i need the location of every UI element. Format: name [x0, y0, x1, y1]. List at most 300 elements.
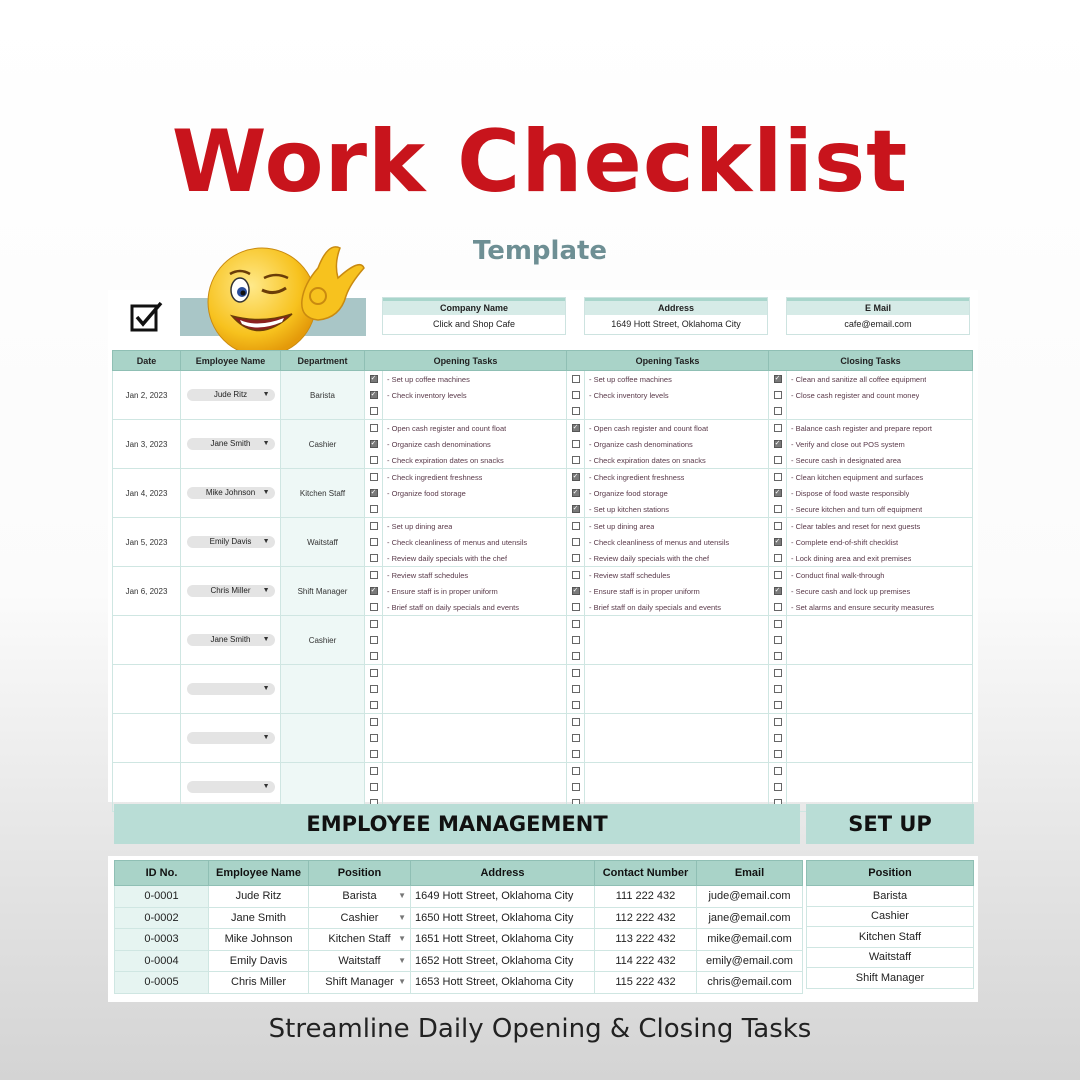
task-list	[365, 469, 566, 517]
task-list	[769, 665, 972, 713]
task-text: - Set up dining area	[589, 521, 655, 531]
checkbox-icon[interactable]	[370, 636, 378, 644]
checkbox-icon[interactable]	[774, 750, 782, 758]
task-item	[769, 763, 972, 779]
task-list	[567, 371, 768, 419]
checkbox-icon[interactable]	[572, 538, 580, 546]
checkbox-icon[interactable]	[572, 767, 580, 775]
employee-dropdown[interactable]	[187, 389, 275, 401]
checkbox-icon[interactable]	[572, 636, 580, 644]
task-text: - Open cash register and count float	[387, 423, 507, 433]
checkbox-icon[interactable]	[774, 391, 782, 399]
task-item	[567, 501, 768, 517]
checkbox-icon[interactable]	[370, 424, 378, 432]
col-header-opening-tasks-2: Opening Tasks	[567, 351, 769, 371]
checkbox-icon[interactable]	[572, 734, 580, 742]
task-checkbox-cell	[365, 452, 383, 468]
task-checkbox-cell	[769, 599, 787, 615]
checkbox-icon[interactable]	[774, 456, 782, 464]
employee-email-cell[interactable]: mike@email.com	[697, 929, 803, 951]
col-header-position: Position	[309, 861, 411, 886]
task-item	[769, 452, 972, 468]
date-cell[interactable]: Jan 3, 2023	[113, 420, 181, 469]
col-header-date: Date	[113, 351, 181, 371]
employee-position-value: Shift Manager	[325, 976, 394, 989]
employee-email-cell[interactable]: jude@email.com	[697, 886, 803, 908]
task-checkbox-cell	[769, 730, 787, 746]
employee-address-cell[interactable]: 1651 Hott Street, Oklahoma City	[411, 929, 595, 951]
employee-email-cell[interactable]: jane@email.com	[697, 907, 803, 929]
task-item	[567, 518, 768, 534]
task-text: - Check expiration dates on snacks	[589, 455, 706, 465]
date-cell[interactable]: Jan 2, 2023	[113, 371, 181, 420]
employee-position-dropdown[interactable]	[309, 950, 411, 972]
employee-position-dropdown[interactable]	[309, 886, 411, 908]
checklist-row	[113, 665, 973, 714]
employee-dropdown[interactable]	[187, 536, 275, 548]
employee-position-value: Barista	[342, 890, 377, 903]
checkbox-icon[interactable]	[370, 554, 378, 562]
employee-dropdown[interactable]	[187, 634, 275, 646]
task-group-cell	[365, 567, 567, 616]
task-item	[769, 371, 972, 387]
task-list	[567, 665, 768, 713]
task-text: - Verify and close out POS system	[791, 439, 905, 449]
task-checkbox-cell	[567, 665, 585, 681]
company-name-value[interactable]: Click and Shop Cafe	[432, 319, 516, 329]
checkbox-icon[interactable]	[774, 554, 782, 562]
checkbox-icon[interactable]	[572, 685, 580, 693]
employee-row	[115, 972, 803, 994]
task-list	[567, 616, 768, 664]
address-value[interactable]: 1649 Hott Street, Oklahoma City	[611, 319, 741, 329]
task-item	[365, 452, 566, 468]
caret-down-icon: ▼	[262, 489, 270, 496]
task-group-cell	[769, 665, 973, 714]
checkbox-icon[interactable]	[572, 554, 580, 562]
task-text: - Close cash register and count money	[791, 390, 920, 400]
task-item	[365, 746, 566, 762]
task-item	[567, 420, 768, 436]
checkbox-icon[interactable]	[572, 571, 580, 579]
task-checkbox-cell	[769, 714, 787, 730]
task-text: - Set up coffee machines	[387, 374, 470, 384]
task-list	[567, 714, 768, 762]
task-list	[567, 567, 768, 615]
task-checkbox-cell	[365, 534, 383, 550]
task-checkbox-cell	[567, 420, 585, 436]
checkbox-checked-icon[interactable]: ✓	[370, 489, 377, 496]
task-text: - Organize food storage	[589, 488, 668, 498]
task-checkbox-cell	[365, 714, 383, 730]
employee-address-cell[interactable]: 1650 Hott Street, Oklahoma City	[411, 907, 595, 929]
checkbox-icon[interactable]	[370, 505, 378, 513]
checkbox-checked-icon[interactable]: ✓	[370, 391, 377, 398]
employee-contact-cell[interactable]: 111 222 432	[595, 886, 697, 908]
task-group-cell	[567, 420, 769, 469]
caret-down-icon: ▼	[398, 912, 406, 922]
col-header-id: ID No.	[115, 861, 209, 886]
date-cell[interactable]	[113, 665, 181, 714]
checkbox-icon[interactable]	[774, 424, 782, 432]
checkbox-checked-icon[interactable]: ✓	[370, 375, 377, 382]
employee-id-cell[interactable]: 0-0001	[115, 886, 209, 908]
employee-contact-cell[interactable]: 112 222 432	[595, 907, 697, 929]
task-checkbox-cell	[365, 485, 383, 501]
checkbox-icon[interactable]	[774, 505, 782, 513]
employee-row	[115, 907, 803, 929]
employee-address-cell[interactable]: 1649 Hott Street, Oklahoma City	[411, 886, 595, 908]
checkbox-icon[interactable]	[370, 473, 378, 481]
checkbox-checked-icon[interactable]: ✓	[774, 538, 781, 545]
task-text: - Set up coffee machines	[589, 374, 672, 384]
task-checkbox-cell	[769, 632, 787, 648]
employee-email-cell[interactable]: emily@email.com	[697, 950, 803, 972]
checkbox-icon[interactable]	[774, 701, 782, 709]
checkbox-icon[interactable]	[774, 669, 782, 677]
checkbox-icon[interactable]	[370, 718, 378, 726]
task-list	[769, 714, 972, 762]
task-checkbox-cell	[365, 746, 383, 762]
task-item	[567, 534, 768, 550]
setup-position-cell[interactable]: Waitstaff	[807, 947, 974, 968]
date-cell[interactable]	[113, 616, 181, 665]
task-checkbox-cell	[769, 779, 787, 795]
checkbox-icon[interactable]	[572, 456, 580, 464]
caret-down-icon: ▼	[262, 783, 270, 790]
checkbox-icon[interactable]	[572, 783, 580, 791]
checklist-row	[113, 714, 973, 763]
checkbox-icon[interactable]	[572, 391, 580, 399]
company-name-label: Company Name	[383, 298, 565, 315]
task-checkbox-cell	[365, 436, 383, 452]
task-text: - Ensure staff is in proper uniform	[589, 586, 700, 596]
checkbox-icon[interactable]	[774, 571, 782, 579]
task-text: - Check ingredient freshness	[387, 472, 483, 482]
task-checkbox-cell	[567, 730, 585, 746]
task-item	[567, 616, 768, 632]
caret-down-icon: ▼	[398, 891, 406, 900]
employee-dropdown-cell	[181, 714, 281, 763]
task-text: - Review daily specials with the chef	[387, 553, 508, 563]
checkbox-icon[interactable]	[774, 473, 782, 481]
col-header-email: Email	[697, 861, 803, 886]
employee-name-cell[interactable]: Jude Ritz	[209, 886, 309, 908]
task-checkbox-cell	[567, 763, 585, 779]
checkbox-icon[interactable]	[774, 603, 782, 611]
checkbox-checked-icon[interactable]: ✓	[572, 587, 579, 594]
caret-down-icon: ▼	[262, 636, 270, 643]
setup-position-row	[807, 886, 974, 907]
checkbox-icon[interactable]	[774, 685, 782, 693]
col-header-department: Department	[281, 351, 365, 371]
checkbox-checked-icon[interactable]: ✓	[774, 375, 781, 382]
checkbox-icon[interactable]	[774, 620, 782, 628]
checkbox-icon[interactable]	[572, 620, 580, 628]
employee-header-row	[115, 861, 803, 886]
task-item	[769, 681, 972, 697]
email-value[interactable]: cafe@email.com	[844, 319, 912, 329]
employee-dropdown[interactable]	[187, 487, 275, 499]
checkbox-icon[interactable]	[370, 538, 378, 546]
employee-dropdown[interactable]	[187, 683, 275, 695]
task-group-cell	[567, 518, 769, 567]
task-text: - Ensure staff is in proper uniform	[387, 586, 498, 596]
task-checkbox-cell	[567, 714, 585, 730]
employee-name-cell[interactable]: Mike Johnson	[209, 929, 309, 951]
task-checkbox-cell	[365, 632, 383, 648]
task-text: - Open cash register and count float	[589, 423, 709, 433]
employee-row	[115, 929, 803, 951]
checkbox-icon[interactable]	[370, 603, 378, 611]
col-header-employee-name: Employee Name	[181, 351, 281, 371]
employee-dropdown-value: Jude Ritz	[213, 390, 248, 399]
employee-dropdown[interactable]	[187, 781, 275, 793]
task-text: - Organize food storage	[387, 488, 466, 498]
checklist-header-row	[113, 351, 973, 371]
checkbox-checked-icon[interactable]: ✓	[774, 440, 781, 447]
task-checkbox-cell	[365, 616, 383, 632]
task-checkbox-cell	[567, 746, 585, 762]
task-list	[365, 714, 566, 762]
employee-id-cell[interactable]: 0-0005	[115, 972, 209, 994]
date-cell[interactable]	[113, 714, 181, 763]
checkbox-icon[interactable]	[572, 407, 580, 415]
task-checkbox-cell	[567, 550, 585, 566]
checkbox-icon[interactable]	[370, 750, 378, 758]
checkbox-icon[interactable]	[370, 456, 378, 464]
task-text: - Check ingredient freshness	[589, 472, 685, 482]
task-checkbox-cell	[365, 648, 383, 664]
employee-dropdown[interactable]	[187, 732, 275, 744]
task-item	[567, 452, 768, 468]
checkbox-icon[interactable]	[572, 718, 580, 726]
checkbox-icon[interactable]	[572, 603, 580, 611]
employee-name-cell[interactable]: Emily Davis	[209, 950, 309, 972]
setup-col-header-position: Position	[807, 861, 974, 886]
checkbox-icon[interactable]	[370, 685, 378, 693]
checkbox-icon[interactable]	[774, 407, 782, 415]
employee-row	[115, 950, 803, 972]
task-group-cell	[365, 371, 567, 420]
checkbox-icon[interactable]	[370, 571, 378, 579]
task-checkbox-cell	[567, 583, 585, 599]
employee-email-cell[interactable]: chris@email.com	[697, 972, 803, 994]
task-text: - Organize cash denominations	[387, 439, 491, 449]
task-item	[365, 714, 566, 730]
employee-contact-cell[interactable]: 114 222 432	[595, 950, 697, 972]
checkbox-icon[interactable]	[774, 783, 782, 791]
setup-position-cell[interactable]: Kitchen Staff	[807, 927, 974, 948]
employee-contact-cell[interactable]: 115 222 432	[595, 972, 697, 994]
task-checkbox-cell	[769, 648, 787, 664]
task-checkbox-cell	[769, 371, 787, 387]
checkbox-icon[interactable]	[572, 701, 580, 709]
task-item	[567, 681, 768, 697]
task-text: - Secure cash in designated area	[791, 455, 902, 465]
task-checkbox-cell	[567, 436, 585, 452]
task-item	[567, 550, 768, 566]
task-checkbox-cell	[769, 452, 787, 468]
task-checkbox-cell	[567, 501, 585, 517]
checkbox-icon[interactable]	[370, 669, 378, 677]
task-item	[567, 779, 768, 795]
date-cell[interactable]: Jan 4, 2023	[113, 469, 181, 518]
task-group-cell	[769, 518, 973, 567]
checkbox-checked-icon[interactable]: ✓	[572, 473, 579, 480]
col-header-contact: Contact Number	[595, 861, 697, 886]
date-cell[interactable]: Jan 5, 2023	[113, 518, 181, 567]
employee-position-value: Kitchen Staff	[328, 933, 391, 946]
task-checkbox-cell	[365, 518, 383, 534]
task-item	[769, 665, 972, 681]
task-item	[567, 436, 768, 452]
employee-id-cell[interactable]: 0-0002	[115, 907, 209, 929]
employee-position-dropdown[interactable]	[309, 907, 411, 929]
employee-dropdown-value: Emily Davis	[209, 537, 252, 546]
task-checkbox-cell	[769, 403, 787, 419]
task-item	[365, 730, 566, 746]
employee-position-dropdown[interactable]	[309, 972, 411, 994]
checkbox-icon[interactable]	[370, 620, 378, 628]
checkbox-icon[interactable]	[572, 522, 580, 530]
employee-dropdown-value: Jane Smith	[210, 439, 251, 448]
checkbox-icon[interactable]	[774, 718, 782, 726]
checkbox-icon[interactable]	[572, 652, 580, 660]
employee-dropdown[interactable]	[187, 585, 275, 597]
checkbox-icon[interactable]	[774, 734, 782, 742]
checklist-row	[113, 518, 973, 567]
employee-address-cell[interactable]: 1653 Hott Street, Oklahoma City	[411, 972, 595, 994]
employee-dropdown-value: Chris Miller	[210, 586, 251, 595]
checkbox-icon[interactable]	[774, 652, 782, 660]
employee-position-value: Waitstaff	[338, 954, 381, 967]
setup-position-cell[interactable]: Cashier	[807, 906, 974, 927]
checklist-table	[112, 350, 973, 812]
checkbox-icon[interactable]	[370, 701, 378, 709]
task-item	[769, 648, 972, 664]
employee-name-cell[interactable]: Chris Miller	[209, 972, 309, 994]
checkbox-checked-icon[interactable]: ✓	[370, 587, 377, 594]
checkbox-checked-icon[interactable]: ✓	[572, 505, 579, 512]
checkbox-icon[interactable]	[370, 767, 378, 775]
task-checkbox-cell	[365, 403, 383, 419]
task-item	[365, 567, 566, 583]
setup-position-cell[interactable]: Shift Manager	[807, 968, 974, 989]
task-item	[769, 730, 972, 746]
task-checkbox-cell	[567, 616, 585, 632]
checkbox-icon[interactable]	[370, 522, 378, 530]
checkbox-icon[interactable]	[572, 669, 580, 677]
setup-position-row	[807, 906, 974, 927]
date-cell[interactable]: Jan 6, 2023	[113, 567, 181, 616]
task-item	[769, 567, 972, 583]
department-cell	[281, 714, 365, 763]
checkbox-checked-icon	[130, 300, 164, 334]
checkbox-icon[interactable]	[774, 636, 782, 644]
task-checkbox-cell	[567, 371, 585, 387]
task-checkbox-cell	[567, 485, 585, 501]
employee-row	[115, 886, 803, 908]
checkbox-checked-icon[interactable]: ✓	[572, 489, 579, 496]
task-checkbox-cell	[769, 420, 787, 436]
checkbox-checked-icon[interactable]: ✓	[572, 424, 579, 431]
task-checkbox-cell	[769, 746, 787, 762]
col-header-opening-tasks-1: Opening Tasks	[365, 351, 567, 371]
employee-address-cell[interactable]: 1652 Hott Street, Oklahoma City	[411, 950, 595, 972]
task-group-cell	[567, 371, 769, 420]
employee-dropdown-cell	[181, 371, 281, 420]
checkbox-icon[interactable]	[370, 783, 378, 791]
task-item	[769, 746, 972, 762]
task-item	[567, 371, 768, 387]
task-checkbox-cell	[769, 436, 787, 452]
task-checkbox-cell	[365, 387, 383, 403]
task-checkbox-cell	[769, 485, 787, 501]
task-text: - Complete end-of-shift checklist	[791, 537, 899, 547]
task-checkbox-cell	[567, 469, 585, 485]
task-list	[769, 518, 972, 566]
task-checkbox-cell	[769, 616, 787, 632]
task-item	[365, 371, 566, 387]
employee-dropdown[interactable]	[187, 438, 275, 450]
setup-position-cell[interactable]: Barista	[807, 886, 974, 907]
checkbox-icon[interactable]	[774, 522, 782, 530]
employee-contact-cell[interactable]: 113 222 432	[595, 929, 697, 951]
task-item	[365, 763, 566, 779]
task-checkbox-cell	[769, 763, 787, 779]
checkbox-checked-icon[interactable]: ✓	[774, 587, 781, 594]
task-item	[769, 420, 972, 436]
task-item	[365, 518, 566, 534]
task-checkbox-cell	[567, 648, 585, 664]
employee-name-cell[interactable]: Jane Smith	[209, 907, 309, 929]
checkbox-icon[interactable]	[572, 750, 580, 758]
checkbox-icon[interactable]	[370, 407, 378, 415]
checkbox-checked-icon[interactable]: ✓	[370, 440, 377, 447]
department-cell: Waitstaff	[281, 518, 365, 567]
task-checkbox-cell	[365, 550, 383, 566]
address-label: Address	[585, 298, 767, 315]
task-checkbox-cell	[365, 583, 383, 599]
task-item	[769, 501, 972, 517]
task-checkbox-cell	[567, 632, 585, 648]
employee-position-dropdown[interactable]	[309, 929, 411, 951]
caret-down-icon: ▼	[262, 685, 270, 692]
task-text: - Lock dining area and exit premises	[791, 553, 912, 563]
checkbox-icon[interactable]	[572, 375, 580, 383]
checkbox-icon[interactable]	[370, 734, 378, 742]
checkbox-icon[interactable]	[572, 440, 580, 448]
winking-ok-emoji-icon	[200, 238, 370, 358]
employee-id-cell[interactable]: 0-0004	[115, 950, 209, 972]
task-item	[769, 599, 972, 615]
task-list	[769, 616, 972, 664]
checkbox-icon[interactable]	[774, 767, 782, 775]
task-group-cell	[567, 714, 769, 763]
task-item	[567, 403, 768, 419]
checkbox-checked-icon[interactable]: ✓	[774, 489, 781, 496]
task-checkbox-cell	[567, 518, 585, 534]
employee-table	[114, 860, 803, 994]
task-item	[769, 697, 972, 713]
checkbox-icon[interactable]	[370, 652, 378, 660]
task-text: - Check expiration dates on snacks	[387, 455, 504, 465]
employee-id-cell[interactable]: 0-0003	[115, 929, 209, 951]
task-group-cell	[567, 469, 769, 518]
checklist-row	[113, 616, 973, 665]
task-checkbox-cell	[365, 730, 383, 746]
